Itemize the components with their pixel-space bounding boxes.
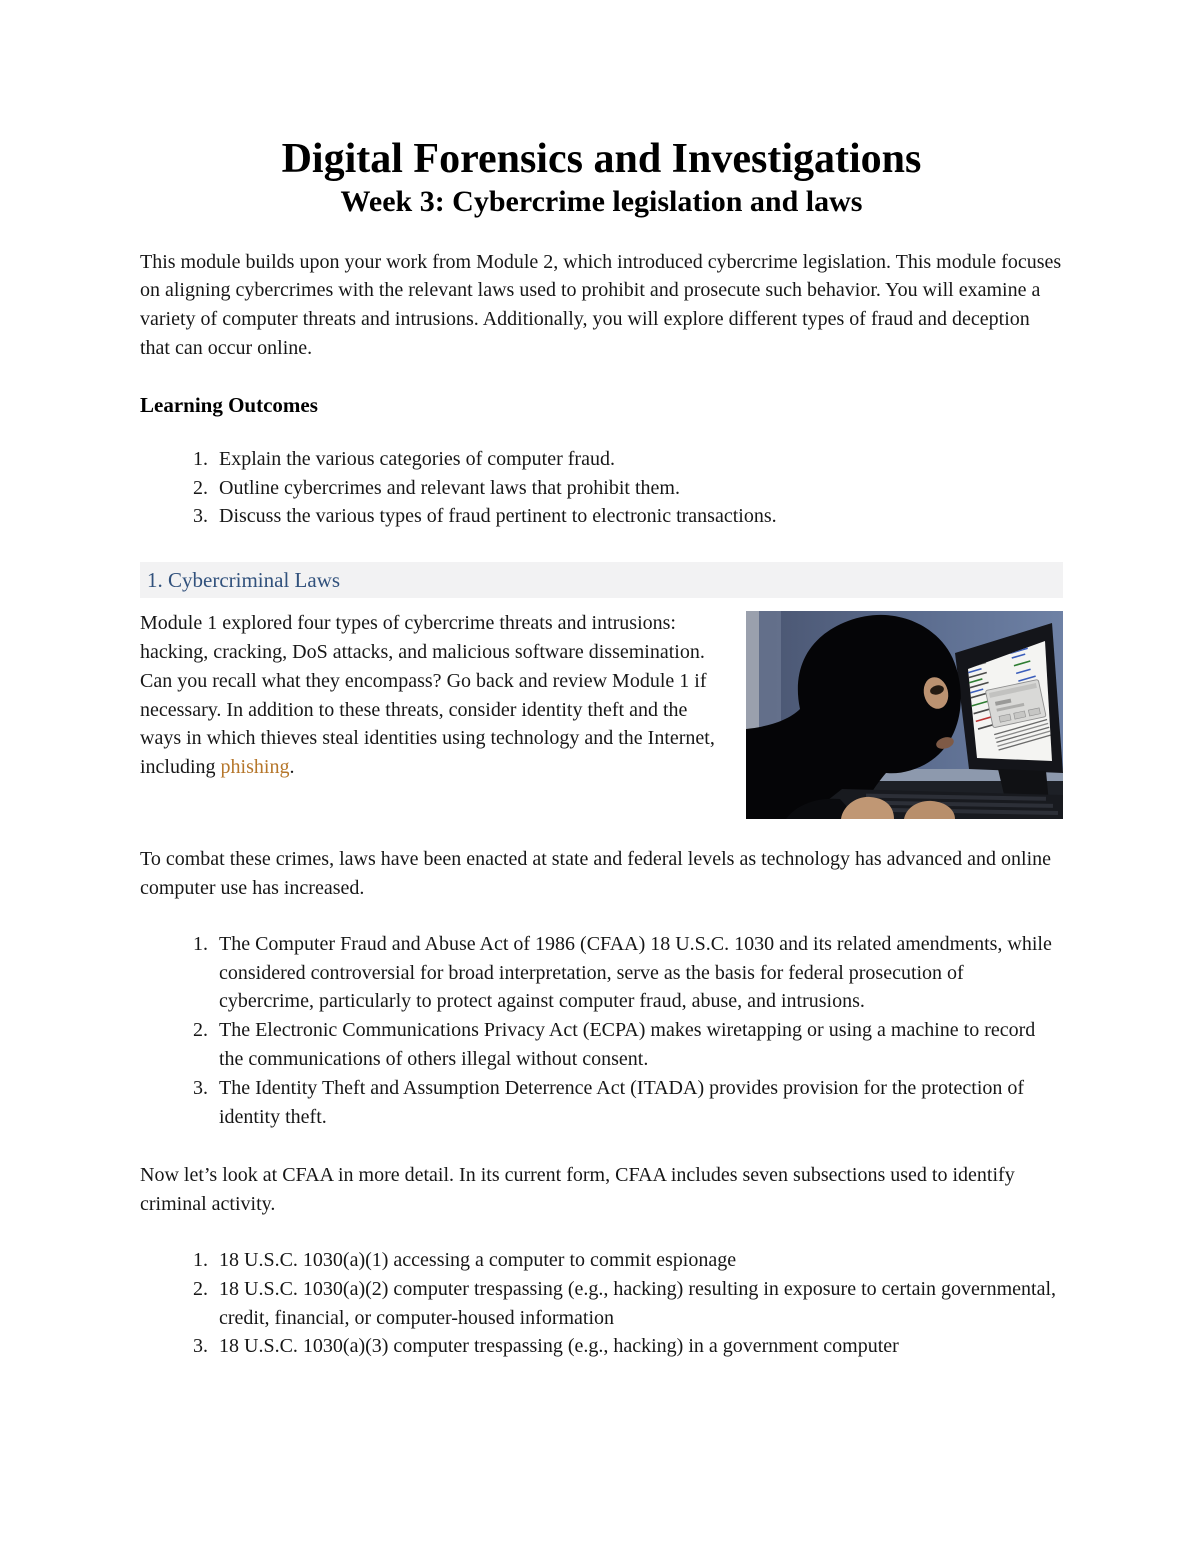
paragraph-text: . [289, 756, 295, 779]
cfaa-subsections-list [140, 1246, 1063, 1361]
learning-outcomes-list [140, 445, 1063, 531]
combat-crimes-paragraph: To combat these crimes, laws have been enacted at state and federal levels as technology has advanced and online computer use has increased. [140, 848, 1052, 899]
list-item: 2. 18 U.S.C. 1030(a)(2) computer trespassing (e.g., hacking) resulting in exposure to certain governmental, credit, financial, or computer-housed information [213, 1275, 1063, 1333]
paragraph-text: Module 1 explored four types of cybercrime threats and intrusions: hacking, cracking, DoS attacks, and malicious software dissemination. Can you recall what they encompass? Go back and review Module 1 if necessary. In addition to these threats, consider identity theft and the ways in which thieves steal identities using technology and the Internet, including [140, 612, 715, 779]
list-item: 1. 18 U.S.C. 1030(a)(1) accessing a computer to commit espionage [213, 1246, 1063, 1275]
cfaa-detail-paragraph: Now let’s look at CFAA in more detail. In its current form, CFAA includes seven subsections used to identify criminal activity. [140, 1164, 1015, 1216]
list-item: 3. Discuss the various types of fraud pertinent to electronic transactions. [213, 502, 1063, 531]
intro-paragraph: This module builds upon your work from Module 2, which introduced cybercrime legislation. This module focuses on aligning cybercrimes with the relevant laws used to prohibit and prosecute such behavior. You will examine a variety of computer threats and intrusions. Additionally, you will explore different types of fraud and deception that can occur online. [140, 250, 1062, 359]
page-title: Digital Forensics and Investigations [281, 136, 922, 182]
list-item: 2. Outline cybercrimes and relevant laws that prohibit them. [213, 474, 1063, 503]
learning-outcomes-heading: Learning Outcomes [140, 392, 318, 417]
hacker-photo-illustration [746, 611, 1063, 819]
list-item: 1. The Computer Fraud and Abuse Act of 1986 (CFAA) 18 U.S.C. 1030 and its related amendments, while considered controversial for broad interpretation, serve as the basis for federal prosecution of cybercrime, particularly to protect against computer fraud, abuse, and intrusions. [213, 930, 1063, 1016]
list-item: 3. The Identity Theft and Assumption Deterrence Act (ITADA) provides provision for the protection of identity theft. [213, 1074, 1063, 1132]
list-item: 1. Explain the various categories of computer fraud. [213, 445, 1063, 474]
list-item: 3. 18 U.S.C. 1030(a)(3) computer trespassing (e.g., hacking) in a government computer [213, 1332, 1063, 1361]
laws-list [140, 930, 1063, 1132]
hacker-photo [746, 611, 1063, 819]
list-item: 2. The Electronic Communications Privacy Act (ECPA) makes wiretapping or using a machine to record the communications of others illegal without consent. [213, 1016, 1063, 1074]
phishing-link[interactable]: phishing [220, 756, 290, 779]
section-body [140, 609, 1063, 1361]
section-heading-cybercriminal-laws: 1. Cybercriminal Laws [140, 562, 1063, 598]
page-subtitle: Week 3: Cybercrime legislation and laws [340, 185, 863, 219]
